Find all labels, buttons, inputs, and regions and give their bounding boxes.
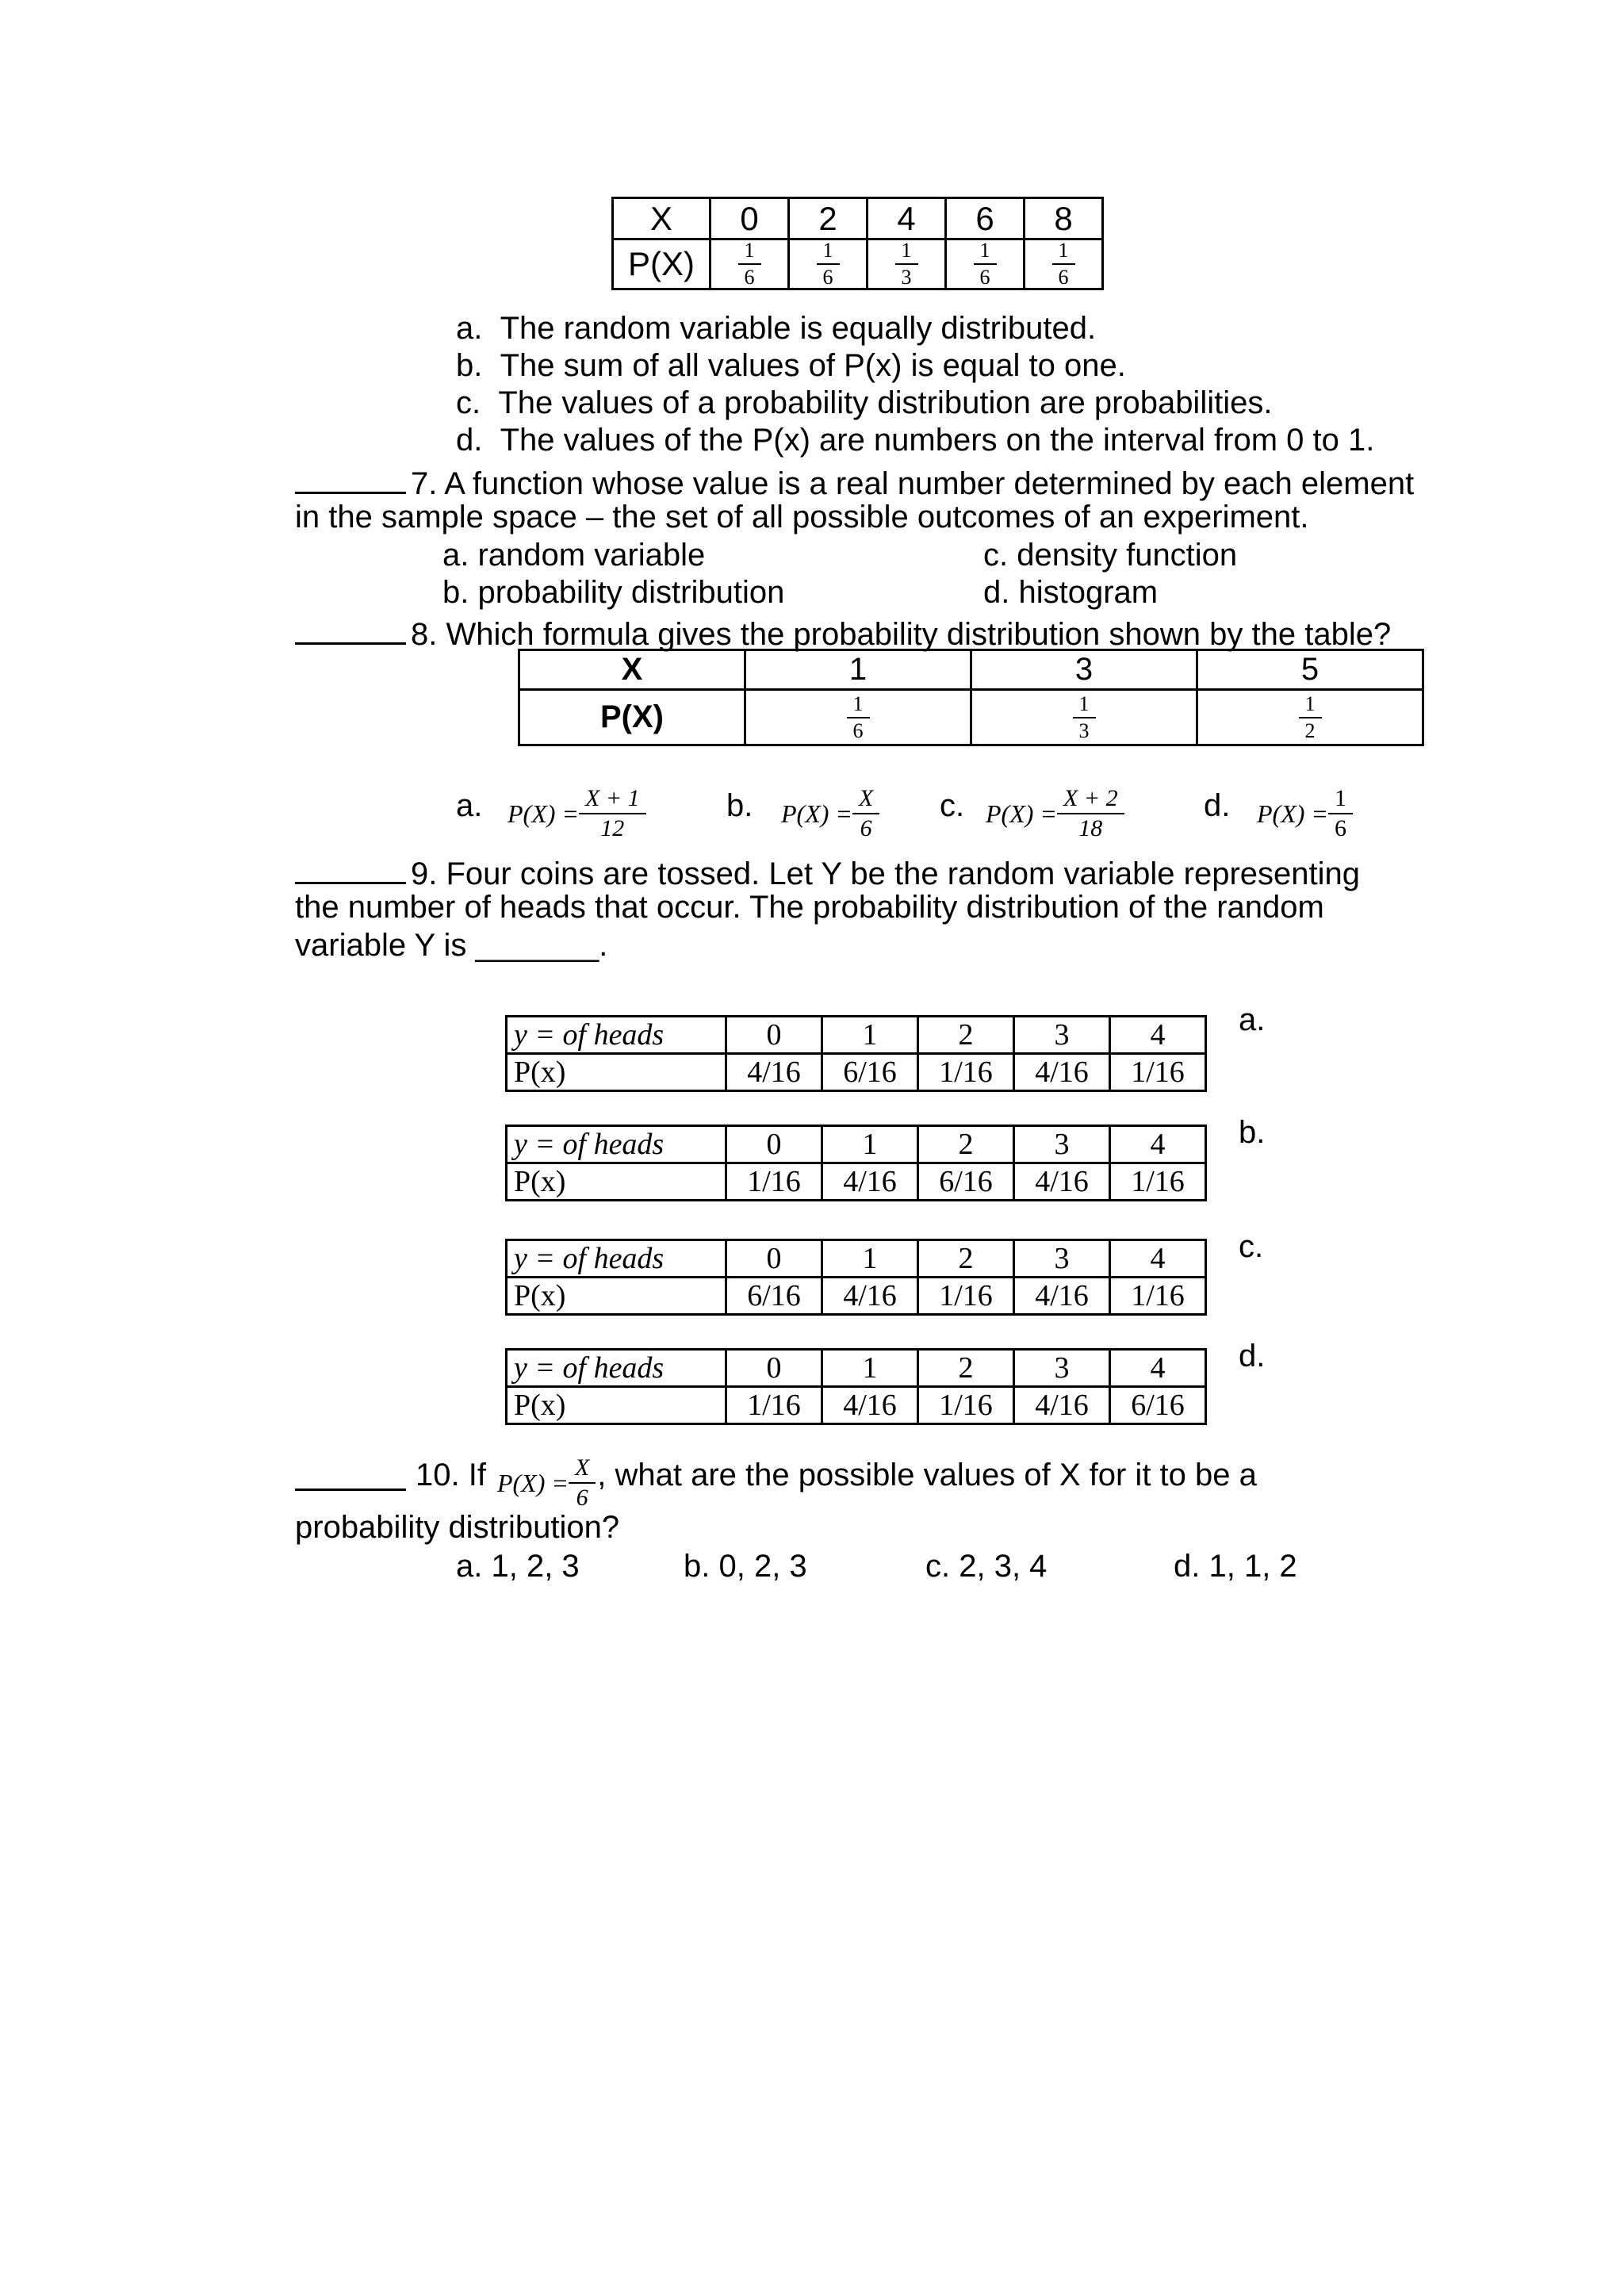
p-value: 1/16 [1110, 1278, 1206, 1315]
y-value: 3 [1014, 1017, 1110, 1054]
x-value: 0 [710, 198, 789, 239]
row-label: P(x) [507, 1387, 726, 1424]
q9-question-line2: the number of heads that occur. The probability distribution of the random [295, 890, 1324, 925]
y-value: 4 [1110, 1017, 1206, 1054]
p-value: 4/16 [1014, 1054, 1110, 1091]
p-value: 1/16 [918, 1278, 1014, 1315]
y-value: 3 [1014, 1240, 1110, 1278]
p-value: $\frac{1}{6}$ [946, 239, 1025, 289]
table-row [507, 1054, 1206, 1091]
p-value: 6/16 [726, 1278, 822, 1315]
p-header: P(X) [519, 690, 745, 745]
q8-option-c-letter: c. [940, 788, 965, 823]
y-value: 4 [1110, 1350, 1206, 1387]
q9-option-d-table [505, 1348, 1207, 1425]
q8-option-b-letter: b. [726, 788, 753, 823]
q9-option-c-letter: c. [1239, 1229, 1264, 1264]
x-value: 2 [789, 198, 868, 239]
y-value: 1 [822, 1240, 918, 1278]
p-value: $\frac{1}{6}$ [745, 690, 971, 745]
x-value: 1 [745, 650, 971, 690]
q9-question-line3: variable Y is _______. [295, 928, 608, 963]
q7-option-d: d. histogram [983, 575, 1159, 610]
q10-option-b: b. 0, 2, 3 [684, 1549, 807, 1584]
q6-option-b: b. The sum of all values of P(x) is equal to one. [456, 348, 1126, 383]
p-header: P(X) [613, 239, 710, 289]
table-row [507, 1163, 1206, 1201]
row-label: P(x) [507, 1278, 726, 1315]
answer-blank [295, 463, 406, 494]
p-value: 4/16 [1014, 1387, 1110, 1424]
q6-option-a: a. The random variable is equally distributed. [456, 311, 1097, 346]
q7-question-line1: 7. A function whose value is a real number determined by each element [295, 463, 1414, 500]
p-value: 6/16 [1110, 1387, 1206, 1424]
y-value: 0 [726, 1350, 822, 1387]
p-value: 4/16 [822, 1278, 918, 1315]
p-value: 6/16 [822, 1054, 918, 1091]
table-row [507, 1350, 1206, 1387]
q10-question-line2: probability distribution? [295, 1510, 620, 1545]
x-value: 8 [1025, 198, 1103, 239]
q10-option-a: a. 1, 2, 3 [456, 1549, 580, 1584]
row-label: y = of heads [507, 1350, 726, 1387]
q7-option-a: a. random variable [442, 538, 706, 573]
y-value: 2 [918, 1126, 1014, 1163]
y-value: 0 [726, 1126, 822, 1163]
p-value: 4/16 [1014, 1278, 1110, 1315]
q8-question: 8. Which formula gives the probability distribution shown by the table? [295, 614, 1391, 650]
x-value: 6 [946, 198, 1025, 239]
p-value: $\frac{1}{6}$ [1025, 239, 1103, 289]
y-value: 2 [918, 1017, 1014, 1054]
table-row [507, 1017, 1206, 1054]
p-value: 4/16 [1014, 1163, 1110, 1201]
p-value: $\frac{1}{6}$ [710, 239, 789, 289]
q8-distribution-table [518, 649, 1424, 746]
q9-option-a-table [505, 1015, 1207, 1092]
p-value: 1/16 [726, 1387, 822, 1424]
table-row [519, 650, 1423, 690]
p-value: 1/16 [918, 1387, 1014, 1424]
q8-option-b-formula: P(X) = $\frac{X}{6}$ [781, 787, 876, 841]
p-value: 1/16 [1110, 1054, 1206, 1091]
q8-option-c-formula: P(X) = $\frac{X + 2}{18}$ [986, 787, 1121, 841]
table-row [507, 1278, 1206, 1315]
x-header: X [613, 198, 710, 239]
q10-option-d: d. 1, 1, 2 [1174, 1549, 1297, 1584]
row-label: P(x) [507, 1054, 726, 1091]
y-value: 1 [822, 1126, 918, 1163]
y-value: 3 [1014, 1126, 1110, 1163]
p-value: 4/16 [822, 1163, 918, 1201]
y-value: 1 [822, 1350, 918, 1387]
answer-blank [295, 853, 406, 884]
y-value: 1 [822, 1017, 918, 1054]
table-row [519, 690, 1423, 745]
p-value: 1/16 [1110, 1163, 1206, 1201]
y-value: 4 [1110, 1240, 1206, 1278]
p-value: 6/16 [918, 1163, 1014, 1201]
x-value: 3 [971, 650, 1197, 690]
answer-blank [295, 614, 406, 645]
y-value: 0 [726, 1240, 822, 1278]
table-row [613, 239, 1103, 289]
p-value: $\frac{1}{2}$ [1197, 690, 1423, 745]
x-value: 5 [1197, 650, 1423, 690]
row-label: y = of heads [507, 1126, 726, 1163]
p-value: 1/16 [726, 1163, 822, 1201]
q6-distribution-table [611, 197, 1104, 290]
q8-option-d-letter: d. [1204, 788, 1231, 823]
p-value: $\frac{1}{3}$ [971, 690, 1197, 745]
q6-option-d: d. The values of the P(x) are numbers on the interval from 0 to 1. [456, 423, 1375, 458]
q9-option-a-letter: a. [1239, 1002, 1266, 1037]
q9-option-b-letter: b. [1239, 1115, 1266, 1150]
row-label: P(x) [507, 1163, 726, 1201]
q8-option-a-formula: P(X) = $\frac{X + 1}{12}$ [508, 787, 643, 841]
q9-option-d-letter: d. [1239, 1339, 1266, 1374]
q9-option-b-table [505, 1125, 1207, 1201]
q9-question-line1: 9. Four coins are tossed. Let Y be the random variable representing [295, 853, 1360, 890]
q10-option-c: c. 2, 3, 4 [925, 1549, 1048, 1584]
x-value: 4 [868, 198, 946, 239]
p-value: 4/16 [822, 1387, 918, 1424]
q7-option-c: c. density function [983, 538, 1238, 573]
q7-option-b: b. probability distribution [442, 575, 785, 610]
x-header: X [519, 650, 745, 690]
y-value: 2 [918, 1240, 1014, 1278]
y-value: 4 [1110, 1126, 1206, 1163]
answer-blank [295, 1460, 406, 1491]
row-label: y = of heads [507, 1240, 726, 1278]
table-row [507, 1240, 1206, 1278]
q9-option-c-table [505, 1239, 1207, 1316]
y-value: 0 [726, 1017, 822, 1054]
p-value: $\frac{1}{6}$ [789, 239, 868, 289]
q10-formula: P(X) = $\frac{X}{6}$ [497, 1456, 592, 1510]
table-row [507, 1126, 1206, 1163]
p-value: 1/16 [918, 1054, 1014, 1091]
y-value: 3 [1014, 1350, 1110, 1387]
p-value: $\frac{1}{3}$ [868, 239, 946, 289]
q10-question-line1: 10. If P(X) = $\frac{X}{6}$ , what are the possible values of X for it to be a [295, 1448, 1257, 1502]
q8-option-d-formula: P(X) = $\frac{1}{6}$ [1257, 787, 1350, 841]
table-row [613, 198, 1103, 239]
q7-question-line2: in the sample space – the set of all possible outcomes of an experiment. [295, 500, 1309, 534]
y-value: 2 [918, 1350, 1014, 1387]
row-label: y = of heads [507, 1017, 726, 1054]
q6-option-c: c. The values of a probability distribution are probabilities. [456, 385, 1273, 420]
table-row [507, 1387, 1206, 1424]
q8-option-a-letter: a. [456, 788, 483, 823]
p-value: 4/16 [726, 1054, 822, 1091]
